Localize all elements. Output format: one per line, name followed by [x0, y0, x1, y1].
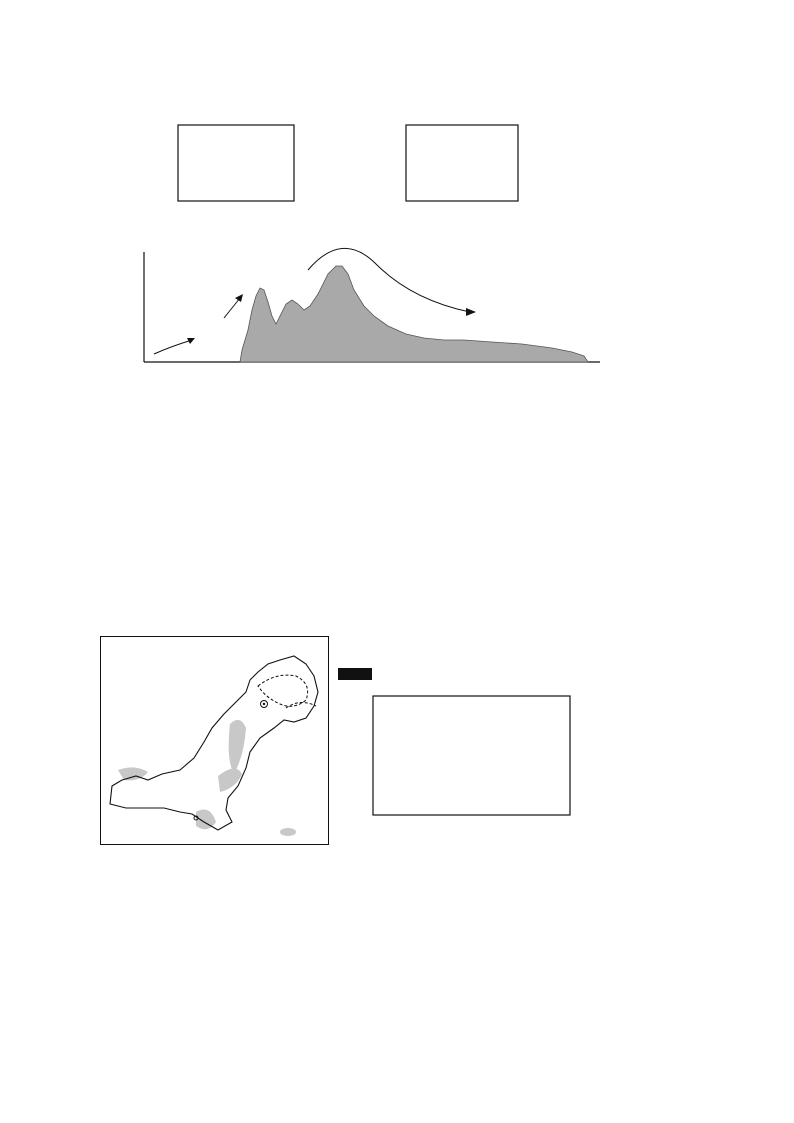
pakistan-map-frame [101, 637, 329, 845]
airflow-arrowhead-end [466, 308, 476, 316]
pakistan-figure [100, 636, 600, 846]
karachi-legend-bar-swatch [338, 668, 372, 680]
airflow-arrow-rise [224, 298, 240, 318]
terrain-silhouette [240, 266, 588, 362]
leavenworth-plot-frame [406, 125, 518, 201]
seattle-climate-chart [150, 92, 330, 240]
airflow-arrow-low [154, 340, 192, 354]
airflow-arrowhead-rise [235, 294, 243, 302]
legend-desert-swatch [280, 828, 296, 836]
capital-marker-dot [263, 703, 265, 705]
terrain-profile [92, 230, 612, 365]
karachi-plot-frame [373, 696, 570, 815]
leavenworth-climate-chart [378, 92, 558, 240]
seattle-plot-frame [178, 125, 294, 201]
